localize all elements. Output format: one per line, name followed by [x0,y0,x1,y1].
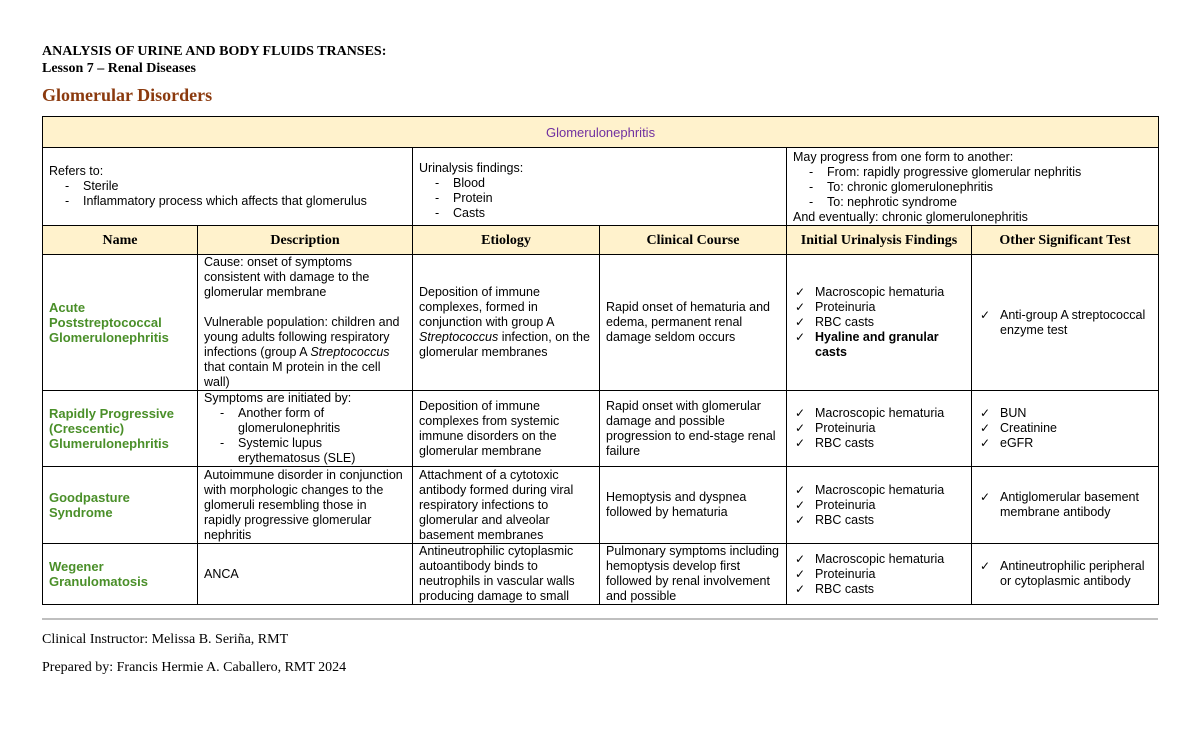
description-cell: ANCA [198,544,413,605]
list-item: ✓ Proteinuria [815,421,965,436]
overview-row [43,148,1159,226]
list-item: ✓ RBC casts [815,315,965,330]
col-header-etiology: Etiology [413,226,600,255]
urinalysis-title: Urinalysis findings: [419,160,524,175]
findings-cell [787,467,972,544]
description-vulnerable: Vulnerable population: children and young adults following respiratory infections (group A Streptococcus that contain M protein in the cell wall) [204,315,400,389]
clinical-course-cell: Pulmonary symptoms including hemoptysis develop first followed by renal involvement and possible [600,544,787,605]
findings-list [793,552,965,597]
list-item: - To: chronic glomerulonephritis [809,180,1152,195]
table-row [43,467,1159,544]
banner-title: Glomerulonephritis [43,117,1159,148]
refers-cell [43,148,413,226]
progress-cell [787,148,1159,226]
list-item: - From: rapidly progressive glomerular nephritis [809,165,1152,180]
list-item: - Sterile [65,179,406,194]
progress-title: May progress from one form to another: [793,150,1014,164]
findings-list [793,285,965,360]
description-cause: Cause: onset of symptoms consistent with damage to the glomerular membrane [204,255,370,299]
description-cell: Autoimmune disorder in conjunction with morphologic changes to the glomeruli resembling those in rapidly progressive glomerular nephritis [198,467,413,544]
course-title: ANALYSIS OF URINE AND BODY FLUIDS TRANSES: [42,44,387,59]
findings-cell [787,391,972,467]
urinalysis-list [419,176,780,221]
etiology-cell: Attachment of a cytotoxic antibody formed during viral respiratory infections to glomerular and alveolar basement membranes [413,467,600,544]
other-test-cell [972,467,1159,544]
refers-list [49,179,406,209]
tests-list [978,308,1152,338]
footer-prepared-by: Prepared by: Francis Hermie A. Caballero, RMT 2024 [42,660,347,675]
footer-divider [42,618,1158,620]
other-test-cell [972,255,1159,391]
findings-list [793,483,965,528]
disease-name: Rapidly Progressive (Crescentic) Glumerulonephritis [43,391,198,467]
lesson-title: Lesson 7 – Renal Diseases [42,61,197,76]
list-item: ✓ Creatinine [1000,421,1152,436]
list-item: - Inflammatory process which affects that glomerulus [65,194,406,209]
glomerular-disorders-table [42,116,1159,605]
section-title: Glomerular Disorders [42,85,213,105]
clinical-course-cell: Hemoptysis and dyspnea followed by hematuria [600,467,787,544]
list-item: - Systemic lupus erythematosus (SLE) [220,436,406,466]
list-item: ✓ Anti-group A streptococcal enzyme test [1000,308,1152,338]
table-row [43,255,1159,391]
clinical-course-cell: Rapid onset of hematuria and edema, permanent renal damage seldom occurs [600,255,787,391]
document-header [42,43,386,77]
disease-name: Wegener Granulomatosis [43,544,198,605]
list-item: ✓ Antineutrophilic peripheral or cytoplasmic antibody [1000,559,1152,589]
col-header-other-test: Other Significant Test [972,226,1159,255]
col-header-findings: Initial Urinalysis Findings [787,226,972,255]
list-item: ✓ Proteinuria [815,567,965,582]
column-header-row [43,226,1159,255]
list-item: ✓ Macroscopic hematuria [815,552,965,567]
findings-list [793,406,965,451]
etiology-cell: Deposition of immune complexes, formed in conjunction with group A Streptococcus infection, on the glomerular membranes [413,255,600,391]
list-item: ✓ Macroscopic hematuria [815,285,965,300]
banner-row [43,117,1159,148]
findings-cell [787,255,972,391]
description-title: Symptoms are initiated by: [204,391,352,405]
list-item: - Casts [435,206,780,221]
list-item: ✓ RBC casts [815,582,965,597]
list-item: - To: nephrotic syndrome [809,195,1152,210]
other-test-cell [972,391,1159,467]
list-item: ✓ Hyaline and granular casts [815,330,965,360]
col-header-description: Description [198,226,413,255]
list-item: ✓ Proteinuria [815,300,965,315]
col-header-clinical-course: Clinical Course [600,226,787,255]
progress-list [793,165,1152,210]
disease-name: Goodpasture Syndrome [43,467,198,544]
urinalysis-cell [413,148,787,226]
list-item: ✓ BUN [1000,406,1152,421]
list-item: - Blood [435,176,780,191]
progress-footer: And eventually: chronic glomerulonephritis [793,210,1028,224]
etiology-cell: Deposition of immune complexes from systemic immune disorders on the glomerular membrane [413,391,600,467]
list-item: ✓ Antiglomerular basement membrane antibody [1000,490,1152,520]
disease-name: Acute Poststreptococcal Glomerulonephritis [43,255,198,391]
tests-list [978,406,1152,451]
list-item: ✓ eGFR [1000,436,1152,451]
tests-list [978,490,1152,520]
table-row [43,544,1159,605]
description-list [204,406,406,466]
refers-title: Refers to: [49,164,104,178]
list-item: ✓ Proteinuria [815,498,965,513]
other-test-cell [972,544,1159,605]
footer-instructor: Clinical Instructor: Melissa B. Seriña, RMT [42,632,289,647]
etiology-cell: Antineutrophilic cytoplasmic autoantibody binds to neutrophils in vascular walls producing damage to small [413,544,600,605]
list-item: ✓ Macroscopic hematuria [815,483,965,498]
list-item: ✓ RBC casts [815,513,965,528]
list-item: - Another form of glomerulonephritis [220,406,406,436]
list-item: ✓ Macroscopic hematuria [815,406,965,421]
col-header-name: Name [43,226,198,255]
list-item: ✓ RBC casts [815,436,965,451]
findings-cell [787,544,972,605]
table-row [43,391,1159,467]
clinical-course-cell: Rapid onset with glomerular damage and possible progression to end-stage renal failure [600,391,787,467]
description-cell [198,391,413,467]
description-cell [198,255,413,391]
list-item: - Protein [435,191,780,206]
tests-list [978,559,1152,589]
